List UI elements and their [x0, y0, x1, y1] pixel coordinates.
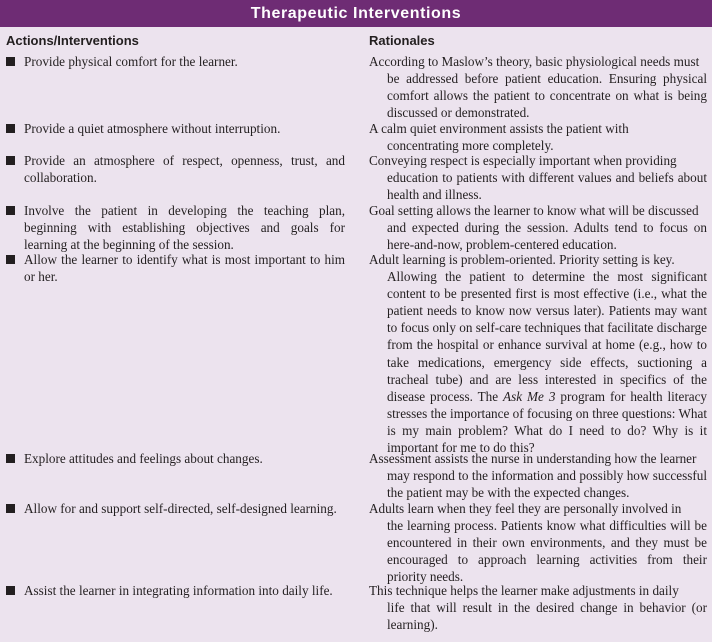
rationale-text: This technique helps the learner make adjustments in daily life that will result in the desired change in behavior (or learning). — [369, 583, 707, 633]
square-bullet-icon — [6, 454, 15, 463]
rationale-text: Assessment assists the nurse in understanding how the learner may respond to the information and possibly how successful the patient may be with the expected changes. — [369, 451, 707, 501]
rationale-text: A calm quiet environment assists the patient with concentrating more completely. — [369, 121, 629, 154]
action-text: Allow for and support self-directed, self-designed learning. — [24, 501, 337, 516]
rationale-text: Conveying respect is especially important when providing education to patients with different values and beliefs about health and illness. — [369, 153, 707, 203]
square-bullet-icon — [6, 255, 15, 264]
actions-column-header: Actions/Interventions — [6, 33, 139, 48]
rationale-text: Adults learn when they feel they are personally involved in the learning process. Patients know what difficulties will be encountered in their own environments, and they must be encouraged to approach learning activities from their priority needs. — [369, 501, 707, 585]
rationales-column-header: Rationales — [369, 33, 435, 48]
action-text: Provide physical comfort for the learner. — [24, 54, 238, 69]
rationale-text: According to Maslow’s theory, basic physiological needs must be addressed before patient education. Ensuring physical comfort allows the patient to concentrate on what is being discussed or demonstrated. — [369, 54, 707, 121]
ask-me-3-program-name: Ask Me 3 — [503, 388, 556, 404]
square-bullet-icon — [6, 156, 15, 165]
action-text: Involve the patient in developing the teaching plan, beginning with establishing objectives and goals for learning at the beginning of the session. — [24, 203, 345, 253]
rationale-text: Goal setting allows the learner to know what will be discussed and expected during the session. Adults tend to focus on here-and-now, problem-centered education. — [369, 203, 707, 253]
square-bullet-icon — [6, 586, 15, 595]
square-bullet-icon — [6, 57, 15, 66]
table-title-bar — [0, 0, 712, 27]
table-title: Therapeutic Interventions — [250, 5, 462, 22]
square-bullet-icon — [6, 504, 15, 513]
action-text: Allow the learner to identify what is most important to him or her. — [24, 252, 345, 285]
rationale-text: Adult learning is problem-oriented. Priority setting is key. Allowing the patient to determine the most significant content to be presented first is most effective (i.e., what the patient needs to know now versus later). Patients may want to focus only on self-care techniques that facilitate discharge from the hospital or enhance survival at home (e.g., how to take medications, emergency side effects, suctioning a tracheal tube) and are less interested in specifics of the disease process. The Ask Me 3 program for health literacy stresses the importance of focusing on three questions: What is my main problem? What do I need to do? Why is it important for me to do this? — [369, 252, 708, 456]
square-bullet-icon — [6, 206, 15, 215]
action-text: Provide an atmosphere of respect, openness, trust, and collaboration. — [24, 153, 345, 186]
action-text: Provide a quiet atmosphere without interruption. — [24, 121, 281, 136]
square-bullet-icon — [6, 124, 15, 133]
action-text: Explore attitudes and feelings about changes. — [24, 451, 263, 466]
action-text: Assist the learner in integrating information into daily life. — [24, 583, 333, 598]
